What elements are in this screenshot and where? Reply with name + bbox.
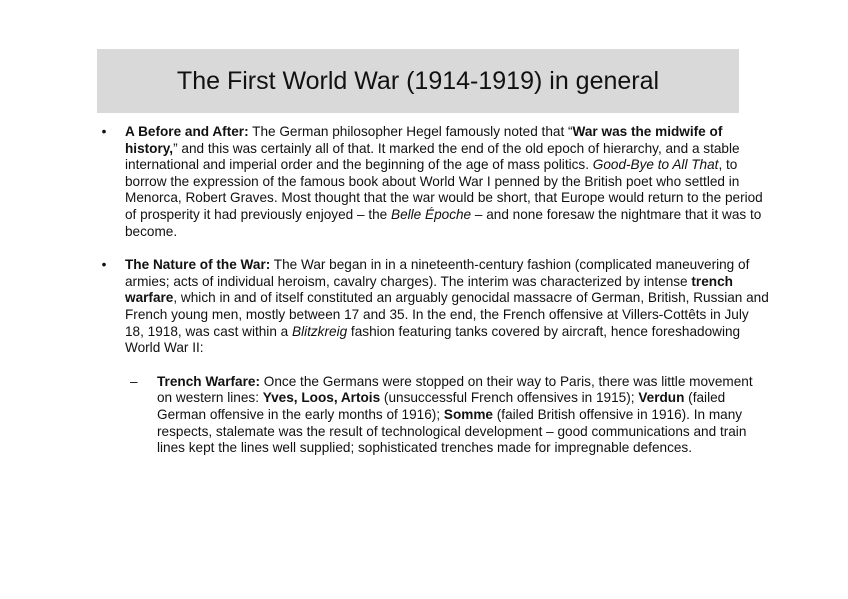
text-run: The War began in in a nineteenth-century fashion (complicated maneuvering of armies; acts of individual heroism, cavalry charges). The interim was characterized by intense <box>125 257 750 289</box>
bullet-heading: A Before and After: <box>125 124 249 139</box>
bullet-text <box>125 257 769 357</box>
text-run: (failed British offensive in 1916). In many respects, stalemate was the result of technological development – good communications and train lines kept the lines well supplied; sophisticated trenches made for impregnable defences. <box>157 406 747 456</box>
text-run: , to borrow the expression of the famous book about World War I penned by the British poet who settled in Menorca, Robert Graves. Most thought that the war would be short, that Europe would return to the period of prosperity it had previously enjoyed – the <box>125 157 763 222</box>
bold-term: trench warfare <box>125 273 733 306</box>
bullet-marker: • <box>101 257 107 273</box>
italic-term: Belle Époche <box>391 206 472 222</box>
bold-term: Somme <box>443 406 493 422</box>
text-run: Once the Germans were stopped on their way to Paris, there was little movement on western lines: <box>157 373 753 406</box>
bold-term: Yves, Loos, Artois <box>262 390 381 406</box>
text-run: (failed German offensive in the early months of 1916); <box>157 390 726 422</box>
bullet-before-and-after <box>97 124 769 240</box>
text-run: The German philosopher Hegel famously noted that “ <box>248 124 573 139</box>
bullet-nature-of-war <box>97 257 769 357</box>
text-run: (unsuccessful French offensives in 1915); <box>380 390 639 406</box>
text-run: – and none foresaw the nightmare that it was to become. <box>125 206 762 239</box>
sub-bullet-marker: – <box>130 373 138 389</box>
bullet-marker: • <box>101 124 107 139</box>
bold-term: Verdun <box>638 390 685 406</box>
sub-bullet-trench-warfare <box>97 374 763 457</box>
slide-body <box>97 124 769 457</box>
italic-term: Blitzkreig <box>292 323 348 339</box>
sub-bullet-heading: Trench Warfare: <box>157 373 260 389</box>
text-run: ” and this was certainly all of that. It marked the end of the old epoch of hierarchy, and a stable international and imperial order and the beginning of the age of mass politics. <box>125 140 740 173</box>
book-title: Good-Bye to All That <box>592 157 719 173</box>
slide-title: The First World War (1914-1919) in general <box>176 66 660 95</box>
bullet-heading: The Nature of the War: <box>125 257 271 273</box>
text-run: fashion featuring tanks covered by aircraft, hence foreshadowing World War II: <box>125 323 741 356</box>
text-run: , which in and of itself constituted an arguably genocidal massacre of German, British, Russian and French young men, mostly between 17 and 35. In the end, the French offensive at Villers-Cottêts in July 18, 1918, was cast within a <box>125 290 769 339</box>
sub-bullet-text <box>157 374 763 457</box>
bullet-text <box>125 124 769 240</box>
slide-title-bar <box>97 49 739 113</box>
bold-quote: War was the midwife of history, <box>125 124 723 156</box>
